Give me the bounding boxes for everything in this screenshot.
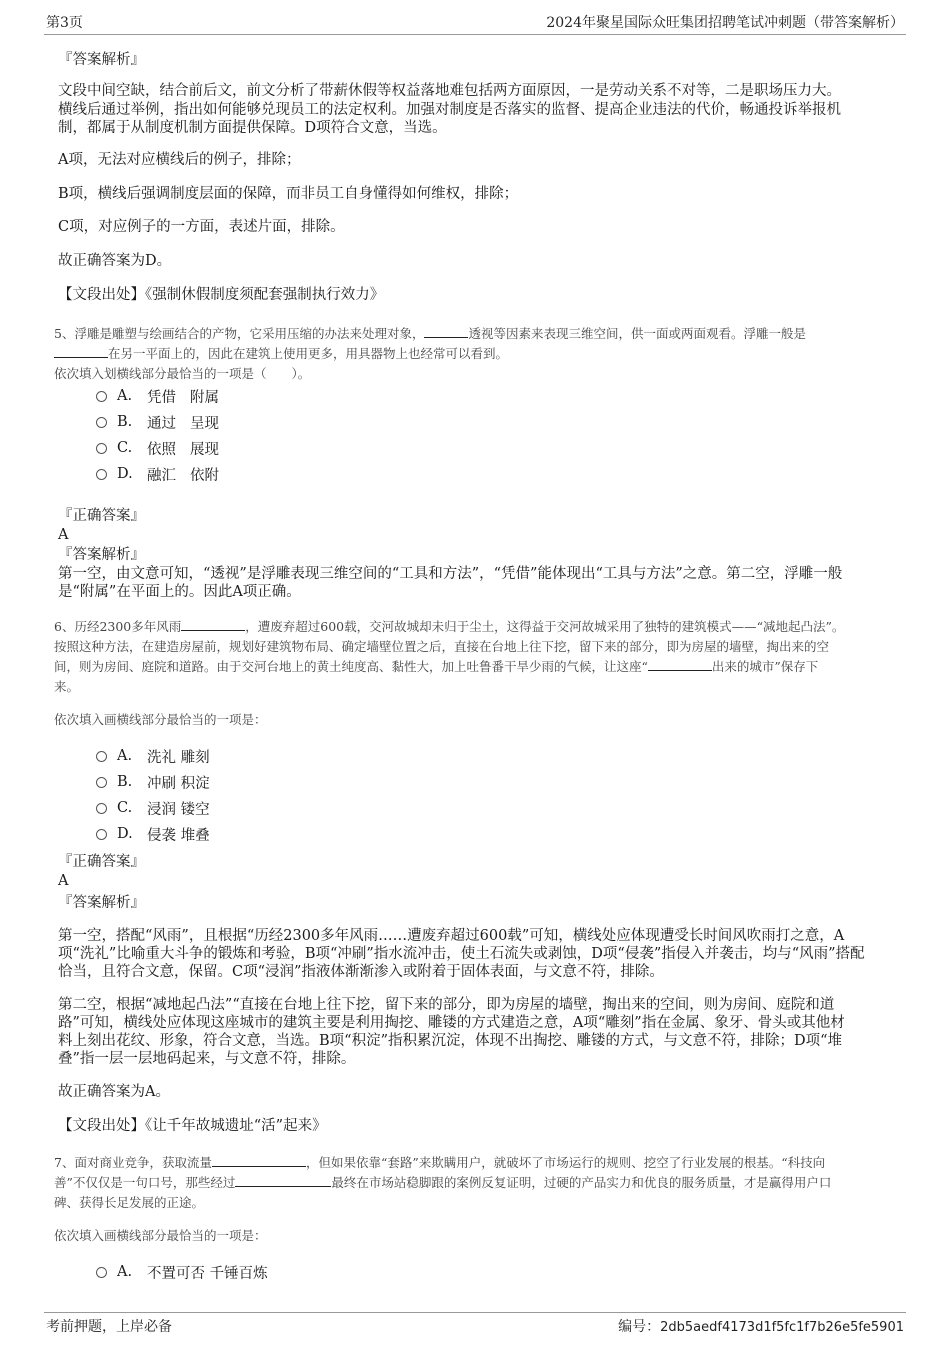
option-letter: A. bbox=[117, 388, 133, 404]
q7-prompt: 依次填入画横线部分最恰当的一项是： bbox=[54, 1228, 267, 1243]
option-letter: B. bbox=[117, 414, 133, 430]
q4-source: 【文段出处】《强制休假制度须配套强制执行效力》 bbox=[58, 287, 385, 303]
option-word: 依照 bbox=[147, 441, 176, 458]
option-word: 展现 bbox=[190, 441, 219, 458]
q6-source: 【文段出处】《让千年故城遗址“活”起来》 bbox=[58, 1118, 327, 1134]
footer-code-label: 编号： bbox=[618, 1319, 661, 1335]
q4-option-a-note: A项，无法对应横线后的例子，排除； bbox=[58, 152, 301, 168]
option-word: 融汇 bbox=[147, 467, 176, 484]
q5-stem-text: 透视等因素来表现三维空间，供一面或两面观看。浮雕一般是 bbox=[468, 326, 806, 341]
q5-answer-heading: 『正确答案』 bbox=[58, 508, 145, 524]
q6-stem-text: 6、历经2300多年风雨 bbox=[54, 619, 182, 634]
q6-analysis-line: 第二空，根据“减地起凸法”“直接在台地上往下挖，留下来的部分，即为房屋的墙壁，掏出来的空间，则为房间、庭院和道 bbox=[58, 997, 835, 1013]
q6-stem-line: 来。 bbox=[54, 679, 80, 694]
option-word: 附属 bbox=[190, 389, 219, 406]
q4-analysis-line: 文段中间空缺，结合前后文，前文分析了带薪休假等权益落地难包括两方面原因，一是劳动关系不对等，二是职场压力大。 bbox=[58, 83, 841, 99]
q6-analysis-line: 恰当，且符合文意，保留。C项“浸润”指液体渐渐渗入或附着于固体表面，与文意不符，排除。 bbox=[58, 964, 664, 980]
q4-analysis-line: 横线后通过举例，指出如何能够兑现员工的法定权利。加强对制度是否落实的监督、提高企业违法的代价，畅通投诉举报机 bbox=[58, 102, 841, 118]
q7-stem-line: 碑、获得长足发展的正途。 bbox=[54, 1195, 205, 1210]
header-divider bbox=[44, 34, 906, 35]
q6-analysis-line: 路”可知，横线处应体现这座城市的建筑主要是利用掏挖、雕镂的方式建造之意，A项“雕刻”指在金属、象牙、骨头或其他材 bbox=[58, 1015, 845, 1031]
option-word: 凭借 bbox=[147, 389, 176, 406]
footer-code-value: 2db5aedf4173d1f5fc1f7b26e5fe5901 bbox=[660, 1320, 904, 1335]
q7-option-a[interactable] bbox=[96, 1262, 268, 1282]
radio-icon[interactable] bbox=[96, 1267, 107, 1278]
q5-stem bbox=[54, 344, 904, 363]
q6-analysis-heading: 『答案解析』 bbox=[58, 895, 145, 911]
q5-stem-text: 在另一平面上的，因此在建筑上使用更多，用具器物上也经常可以看到。 bbox=[108, 346, 509, 361]
q5-blank-1 bbox=[424, 325, 468, 338]
q4-option-c-note: C项，对应例子的一方面，表述片面，排除。 bbox=[58, 219, 345, 235]
radio-icon[interactable] bbox=[96, 443, 107, 454]
footer-divider bbox=[44, 1312, 906, 1313]
radio-icon[interactable] bbox=[96, 751, 107, 762]
q5-prompt: 依次填入划横线部分最恰当的一项是（ ）。 bbox=[54, 366, 311, 381]
q7-stem-text: 善”不仅仅是一句口号，那些经过 bbox=[54, 1175, 236, 1190]
q5-option-d[interactable] bbox=[96, 464, 219, 484]
option-letter: A. bbox=[117, 748, 133, 764]
q6-conclusion: 故正确答案为A。 bbox=[58, 1084, 170, 1100]
q7-stem-text: 7、面对商业竞争，获取流量 bbox=[54, 1155, 212, 1170]
radio-icon[interactable] bbox=[96, 469, 107, 480]
radio-icon[interactable] bbox=[96, 391, 107, 402]
q5-analysis-heading: 『答案解析』 bbox=[58, 547, 145, 563]
q5-stem bbox=[54, 324, 904, 343]
q6-analysis-line: 叠”指一层一层地码起来，与文意不符，排除。 bbox=[58, 1051, 356, 1067]
q6-option-d[interactable] bbox=[96, 824, 210, 844]
q7-stem-text: 最终在市场站稳脚跟的案例反复证明，过硬的产品实力和优良的服务质量，才是赢得用户口 bbox=[331, 1175, 832, 1190]
q4-analysis-heading: 『答案解析』 bbox=[58, 52, 145, 68]
radio-icon[interactable] bbox=[96, 803, 107, 814]
footer-code bbox=[618, 1316, 904, 1336]
option-word: 呈现 bbox=[190, 415, 219, 432]
option-word: 依附 bbox=[190, 467, 219, 484]
option-text: 冲刷 积淀 bbox=[147, 775, 210, 792]
q7-blank-1 bbox=[212, 1154, 306, 1167]
radio-icon[interactable] bbox=[96, 829, 107, 840]
q5-option-c[interactable] bbox=[96, 438, 219, 458]
q6-analysis-line: 料上刻出花纹、形象，符合文意，当选。B项“积淀”指积累沉淀，体现不出掏挖、雕镂的方式，与文意不符，排除；D项“堆 bbox=[58, 1033, 843, 1049]
option-word: 通过 bbox=[147, 415, 176, 432]
page-number: 第3页 bbox=[46, 15, 83, 31]
q6-answer-heading: 『正确答案』 bbox=[58, 854, 145, 870]
q6-blank-1 bbox=[181, 618, 245, 631]
q6-stem bbox=[54, 617, 904, 636]
option-text: 洗礼 雕刻 bbox=[147, 749, 210, 766]
radio-icon[interactable] bbox=[96, 777, 107, 788]
option-text: 浸润 镂空 bbox=[147, 801, 210, 818]
q5-analysis-line: 第一空，由文意可知，“透视”是浮雕表现三维空间的“工具和方法”，“凭借”能体现出“工具与方法”之意。第二空，浮雕一般 bbox=[58, 566, 843, 582]
document-title: 2024年聚星国际众旺集团招聘笔试冲刺题（带答案解析） bbox=[546, 15, 904, 31]
q5-stem-text: 5、浮雕是雕塑与绘画结合的产物，它采用压缩的办法来处理对象， bbox=[54, 326, 425, 341]
option-letter: D. bbox=[117, 826, 133, 842]
q7-blank-2 bbox=[235, 1174, 331, 1187]
q6-stem-text: 间，则为房间、庭院和道路。由于交河台地上的黄土纯度高、黏性大，加上吐鲁番干旱少雨的气候，让这座“ bbox=[54, 659, 648, 674]
option-text: 侵袭 堆叠 bbox=[147, 827, 210, 844]
option-letter: D. bbox=[117, 466, 133, 482]
q7-stem bbox=[54, 1173, 904, 1192]
option-text: 不置可否 千锤百炼 bbox=[147, 1265, 268, 1282]
option-letter: C. bbox=[117, 440, 133, 456]
q4-conclusion: 故正确答案为D。 bbox=[58, 253, 172, 269]
q5-option-b[interactable] bbox=[96, 412, 219, 432]
q6-analysis-line: 第一空，搭配“风雨”，且根据“历经2300多年风雨……遭废弃超过600载”可知，横线处应体现遭受长时间风吹雨打之意，A bbox=[58, 928, 845, 944]
q5-option-a[interactable] bbox=[96, 386, 219, 406]
q4-analysis-line: 制，都属于从制度机制方面提供保障。D项符合文意，当选。 bbox=[58, 120, 447, 136]
radio-icon[interactable] bbox=[96, 417, 107, 428]
option-letter: B. bbox=[117, 774, 133, 790]
q4-option-b-note: B项，横线后强调制度层面的保障，而非员工自身懂得如何维权，排除； bbox=[58, 186, 519, 202]
q6-option-b[interactable] bbox=[96, 772, 210, 792]
q5-analysis-line: 是“附属”在平面上的。因此A项正确。 bbox=[58, 584, 301, 600]
q6-stem bbox=[54, 657, 904, 676]
q6-stem-text: 出来的城市”保存下 bbox=[711, 659, 819, 674]
q7-stem bbox=[54, 1153, 904, 1172]
q6-stem-line: 按照这种方法，在建造房屋前，规划好建筑物布局、确定墙壁位置之后，直接在台地上往下挖，留下来的部分，即为房屋的墙壁，掏出来的空 bbox=[54, 639, 830, 654]
q6-answer: A bbox=[58, 873, 69, 889]
q5-blank-2 bbox=[54, 345, 108, 358]
option-letter: A. bbox=[117, 1264, 133, 1280]
q6-analysis-line: 项“洗礼”比喻重大斗争的锻炼和考验，B项“冲刷”指水流冲击，使土石流失或剥蚀，D项“侵袭”指侵入并袭击，均与“风雨”搭配 bbox=[58, 946, 865, 962]
option-letter: C. bbox=[117, 800, 133, 816]
q6-stem-text: ，遭废弃超过600载，交河故城却未归于尘土，这得益于交河故城采用了独特的建筑模式——“减地起凸法”。 bbox=[245, 619, 845, 634]
q6-option-c[interactable] bbox=[96, 798, 210, 818]
q6-prompt: 依次填入画横线部分最恰当的一项是： bbox=[54, 712, 267, 727]
q7-stem-text: ，但如果依靠“套路”来欺瞒用户，就破坏了市场运行的规则、挖空了行业发展的根基。“科技向 bbox=[305, 1155, 826, 1170]
q5-answer: A bbox=[58, 527, 69, 543]
q6-blank-2 bbox=[648, 658, 712, 671]
q6-option-a[interactable] bbox=[96, 746, 210, 766]
footer-slogan: 考前押题，上岸必备 bbox=[46, 1319, 172, 1335]
